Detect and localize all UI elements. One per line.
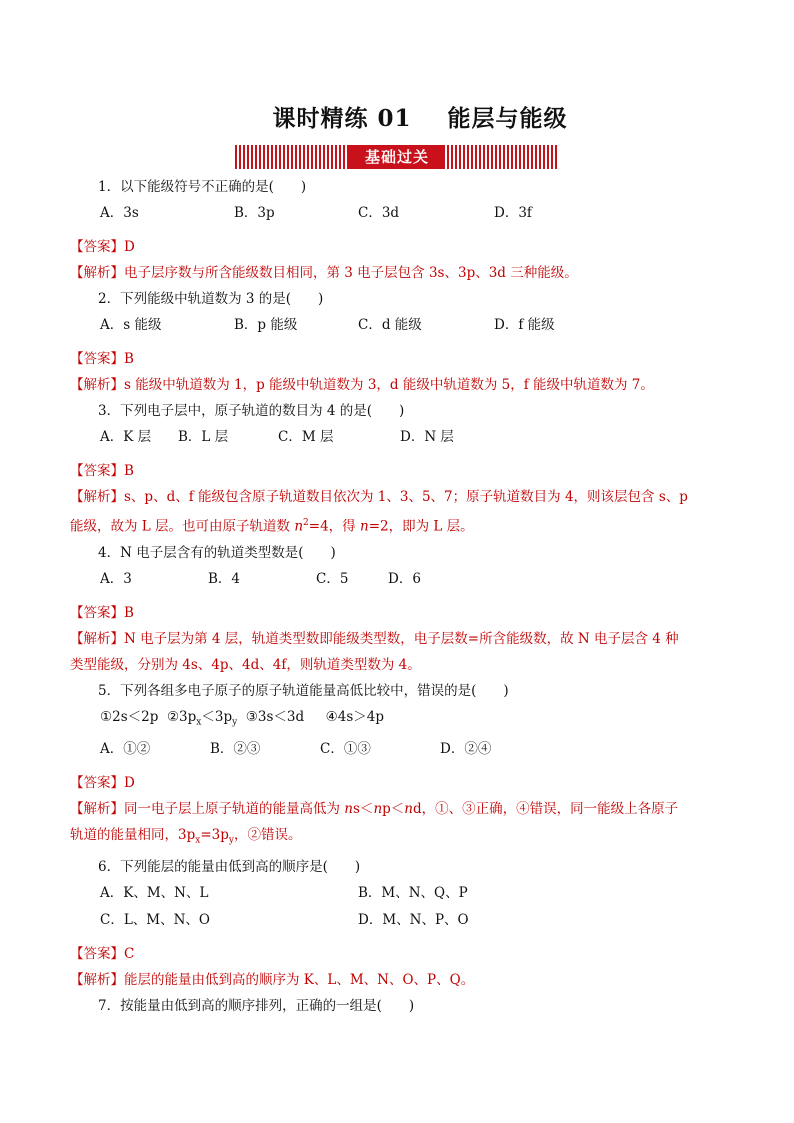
question-3-stem: 3．下列电子层中，原子轨道的数目为 4 的是( ) (98, 403, 405, 419)
explanation-text: s＜ (353, 801, 374, 818)
option: A．3s (100, 205, 139, 221)
subscript: x (195, 835, 201, 846)
option: B．②③ (210, 741, 261, 758)
question-7-stem: 7．按能量由低到高的顺序排列，正确的一组是( ) (98, 997, 415, 1014)
option: C．M 层 (278, 429, 334, 445)
option: D．f 能级 (494, 317, 555, 333)
explain-label: 【解析】 (70, 377, 124, 393)
title-lesson: 课时精练 01 (272, 105, 412, 132)
explanation-text: 能级，故为 L 层。也可由原子轨道数 (70, 518, 295, 535)
explain-label: 【解析】 (70, 630, 124, 647)
explanation-text: p＜ (382, 801, 405, 818)
option: B．p 能级 (234, 317, 298, 333)
question-3-options (98, 424, 728, 451)
item: ＜3p (201, 708, 233, 725)
explanation-text: 能层的能量由低到高的顺序为 K、L、M、N、O、P、Q。 (124, 971, 475, 988)
option: B．4 (208, 570, 241, 587)
question-3-explanation (70, 484, 728, 540)
item: ②3p (166, 708, 197, 725)
answer-value: D (124, 239, 135, 255)
question-6-options-row-2 (98, 907, 728, 934)
option: C．L、M、N、O (100, 911, 210, 928)
item: ③3s＜3d (245, 708, 305, 725)
question-3-answer (70, 458, 728, 484)
question-4-options (98, 566, 728, 593)
subscript: x (196, 717, 202, 728)
answer-label: 【答案】 (70, 239, 124, 255)
variable-n: n (294, 518, 304, 535)
question-2-answer (70, 346, 728, 372)
explanation-text: N 电子层为第 4 层，轨道类型数即能级类型数，电子层数=所含能级数，故 N 电子层含 4 种 (124, 630, 679, 647)
question-6-options-row-1 (98, 880, 728, 907)
question-6-stem: 6．下列能层的能量由低到高的顺序是( ) (98, 858, 361, 875)
subscript: y (228, 835, 234, 846)
option: A．s 能级 (100, 317, 162, 333)
question-5-stem: 5．下列各组多电子原子的原子轨道能量高低比较中，错误的是( ) (98, 682, 509, 699)
explanation-text: 类型能级，分别为 4s、4p、4d、4f，则轨道类型数为 4。 (70, 656, 421, 673)
explain-label: 【解析】 (70, 801, 124, 818)
question-5-options (98, 736, 728, 763)
answer-value: B (124, 463, 134, 479)
explanation-text: s 能级中轨道数为 1，p 能级中轨道数为 3，d 能级中轨道数为 5，f 能级中轨道数为 7。 (124, 377, 654, 393)
question-1-answer (70, 234, 728, 260)
variable-n: n (404, 801, 413, 818)
option: D．N 层 (400, 429, 454, 445)
question-1-explanation (70, 260, 728, 286)
answer-value: C (124, 945, 135, 962)
option: C．3d (358, 205, 400, 221)
explanation-text: 轨道的能量相同，3p (70, 827, 196, 844)
option: A．K 层 (100, 429, 152, 445)
option: C．d 能级 (358, 317, 422, 333)
question-4-stem: 4．N 电子层含有的轨道类型数是( ) (98, 544, 336, 561)
question-5-items (98, 704, 728, 737)
answer-value: B (124, 351, 134, 367)
answer-value: B (124, 604, 134, 621)
option: D．3f (494, 205, 532, 221)
explanation-text: d，①、③正确，④错误，同一能级上各原子 (413, 801, 679, 818)
answer-label: 【答案】 (70, 775, 124, 792)
superscript: 2 (303, 518, 309, 528)
option: A．K、M、N、L (100, 884, 209, 901)
question-4-explanation (70, 626, 728, 678)
question-1-stem: 1．以下能级符号不正确的是( ) (98, 179, 307, 195)
answer-label: 【答案】 (70, 351, 124, 367)
explanation-text: ，②错误。 (233, 827, 302, 844)
subscript: y (232, 717, 238, 728)
variable-n: n (359, 518, 369, 535)
explanation-text: 电子层序数与所含能级数目相同，第 3 电子层包含 3s、3p、3d 三种能级。 (124, 265, 578, 281)
question-4-answer (70, 600, 728, 626)
item: ④4s＞4p (325, 708, 384, 725)
section-banner (235, 145, 559, 169)
option: B．M、N、Q、P (358, 884, 468, 901)
title-topic: 能层与能级 (447, 105, 568, 132)
option: B．3p (234, 205, 275, 221)
option: D．②④ (440, 741, 492, 758)
answer-label: 【答案】 (70, 604, 124, 621)
question-5-explanation (70, 796, 728, 854)
option: C．5 (316, 570, 349, 587)
option: A．3 (100, 570, 132, 587)
explanation-text: =2，即为 L 层。 (368, 518, 474, 535)
explain-label: 【解析】 (70, 489, 124, 505)
variable-n: n (344, 801, 353, 818)
question-2-options (98, 312, 728, 339)
answer-value: D (124, 775, 135, 792)
section-banner-label: 基础过关 (349, 145, 445, 169)
option: D．6 (388, 570, 421, 587)
question-6-explanation (70, 967, 728, 993)
question-6-answer (70, 941, 728, 967)
explanation-text: =3p (200, 827, 229, 844)
option: A．①② (100, 741, 151, 758)
explain-label: 【解析】 (70, 265, 124, 281)
question-2-stem: 2．下列能级中轨道数为 3 的是( ) (98, 291, 324, 307)
explanation-text: =4，得 (308, 518, 360, 535)
option: B．L 层 (178, 429, 229, 445)
explain-label: 【解析】 (70, 971, 124, 988)
question-2-explanation (70, 372, 728, 398)
answer-label: 【答案】 (70, 463, 124, 479)
explanation-text: 同一电子层上原子轨道的能量高低为 (124, 801, 345, 818)
variable-n: n (373, 801, 383, 818)
question-1-options (98, 200, 728, 227)
question-5-answer (70, 770, 728, 796)
explanation-text: s、p、d、f 能级包含原子轨道数目依次为 1、3、5、7；原子轨道数目为 4，则该层包含 s、p (124, 489, 688, 505)
item: ①2s＜2p (100, 708, 159, 725)
page-title (0, 100, 794, 133)
option: D．M、N、P、O (358, 911, 469, 928)
option: C．①③ (320, 741, 371, 758)
answer-label: 【答案】 (70, 945, 124, 962)
question-list (70, 174, 728, 1019)
